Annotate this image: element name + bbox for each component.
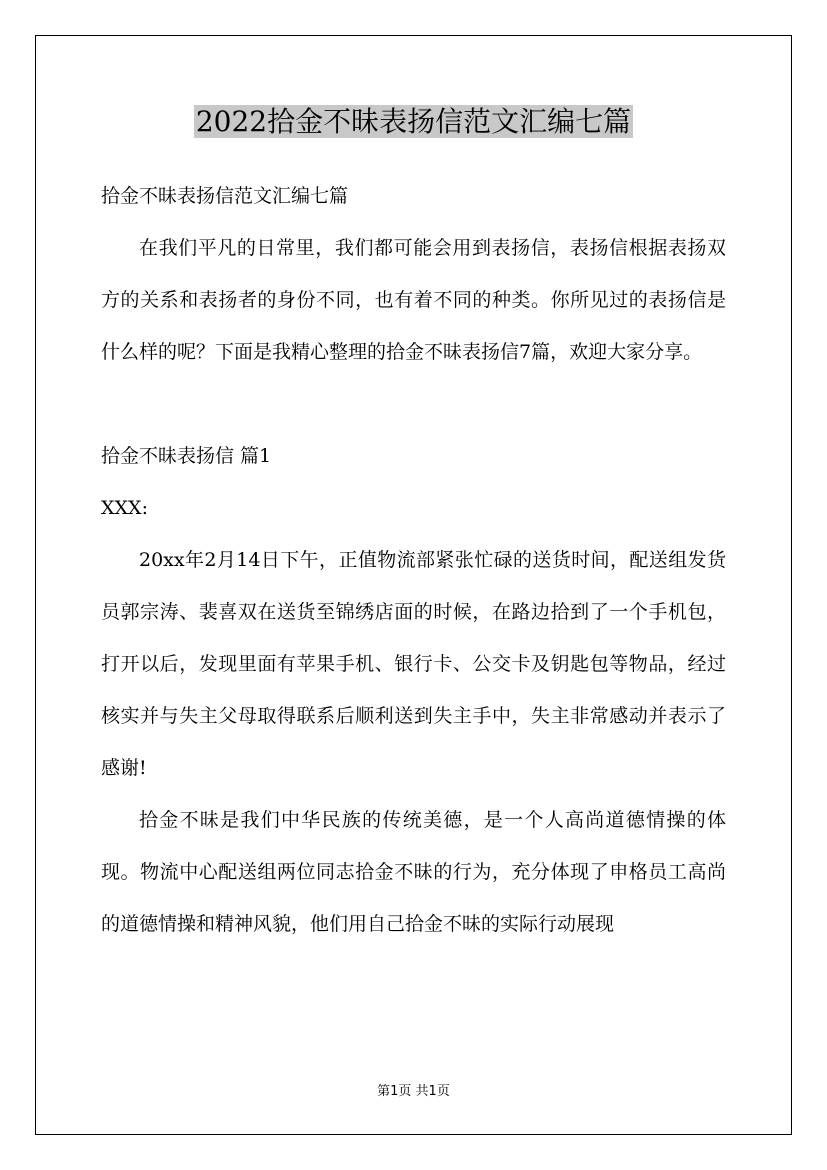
subtitle: 拾金不昧表扬信范文汇编七篇 [101, 185, 349, 207]
body-paragraph-1: 20xx年2月14日下午，正值物流部紧张忙碌的送货时间，配送组发货员郭宗涛、裴喜双在送货至锦绣店面的时候，在路边拾到了一个手机包，打开以后，发现里面有苹果手机、银行卡、公交卡及钥匙包等物品，经过核实并与失主父母取得联系后顺利送到失主手中，失主非常感动并表示了感谢! [101, 549, 726, 779]
title-highlight: 2022拾金不昧表扬信范文汇编七篇 [195, 105, 632, 138]
section-gap [101, 378, 726, 430]
document-body [101, 170, 726, 950]
intro-paragraph: 在我们平凡的日常里，我们都可能会用到表扬信，表扬信根据表扬双方的关系和表扬者的身份不同，也有着不同的种类。你所见过的表扬信是什么样的呢？下面是我精心整理的拾金不昧表扬信7篇，欢迎大家分享。 [101, 237, 726, 363]
section-heading: 拾金不昧表扬信 篇1 [101, 445, 272, 467]
body-paragraph-2: 拾金不昧是我们中华民族的传统美德，是一个人高尚道德情操的体现。物流中心配送组两位同志拾金不昧的行为，充分体现了申格员工高尚的道德情操和精神风貌，他们用自己拾金不昧的实际行动展现 [101, 809, 726, 935]
page-footer: 第1页 共1页 [377, 1084, 450, 1099]
document-title [0, 100, 827, 144]
salutation: XXX: [101, 497, 148, 519]
